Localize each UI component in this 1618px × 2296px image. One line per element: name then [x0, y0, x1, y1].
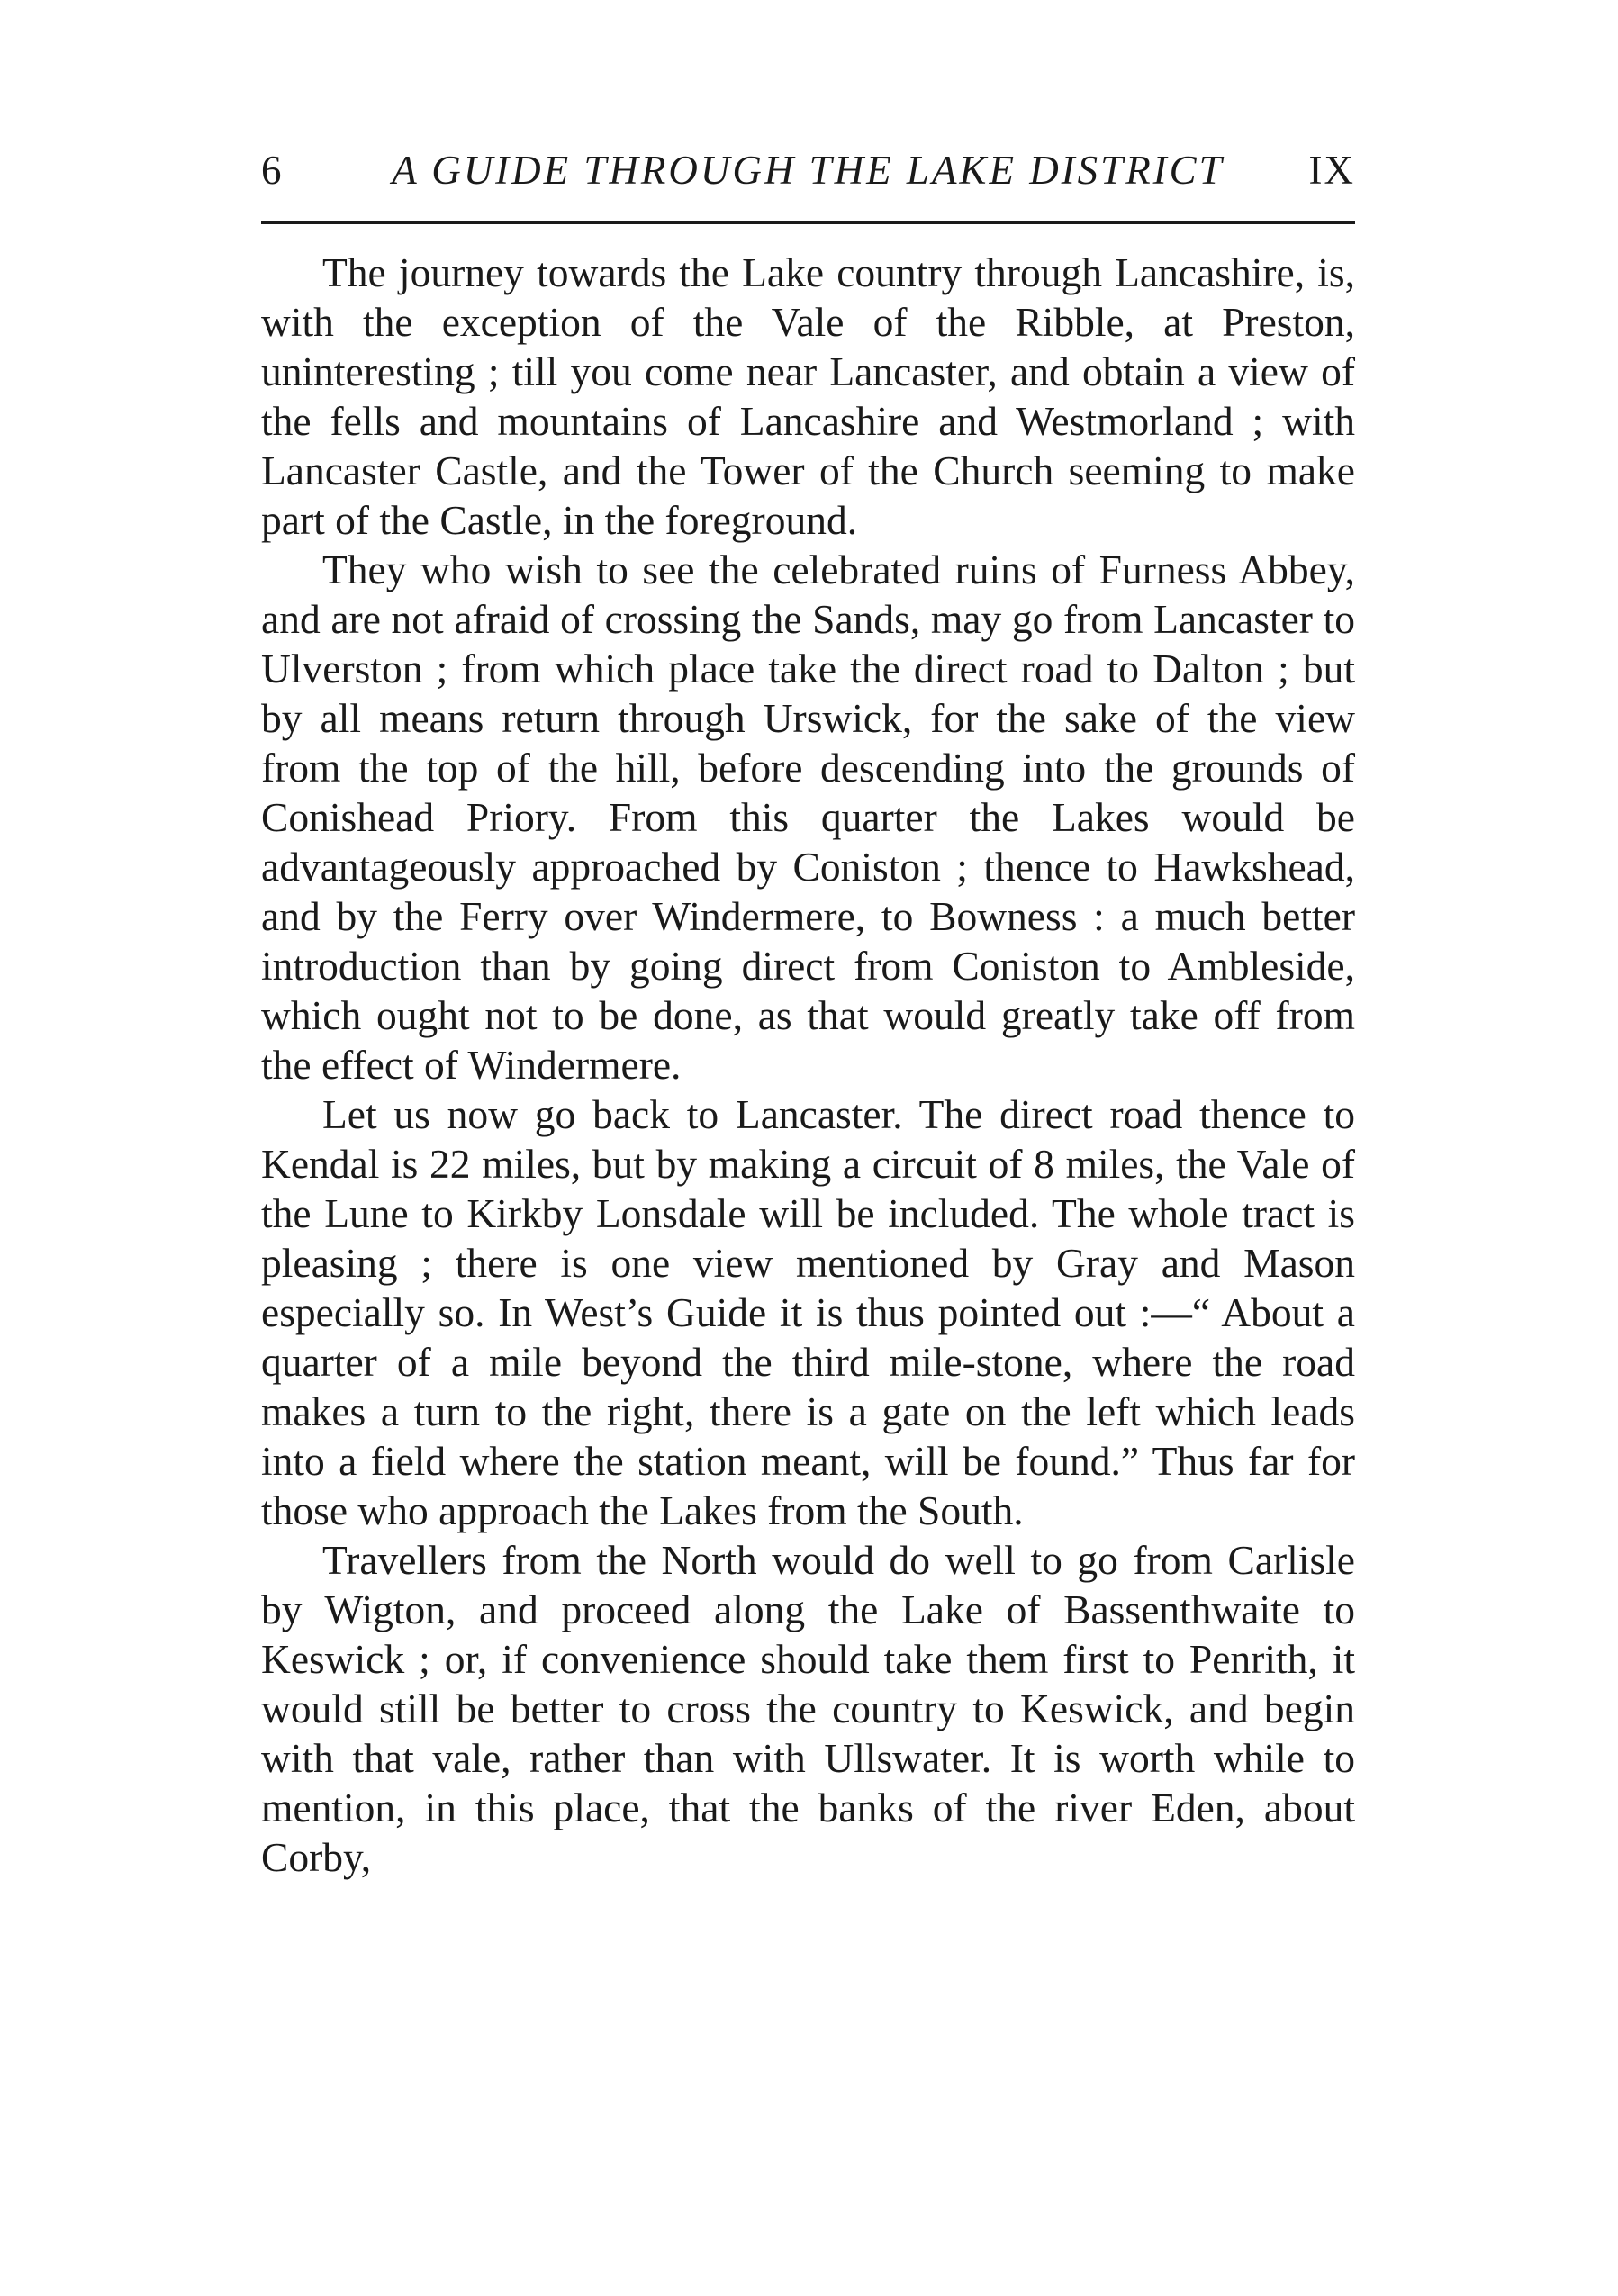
paragraph: Travellers from the North would do well to go from Carlisle by Wigton, and proceed along the Lake of Bassenthwaite to Keswick ; or, if convenience should take them first to Penrith, it would still be better to cross the country to Keswick, and begin with that vale, rather than with Ullswater. It is worth while to mention, in this place, that the banks of the river Eden, about Corby,: [261, 1537, 1355, 1880]
page-number: 6: [261, 148, 282, 193]
chapter-number: IX: [1308, 148, 1355, 193]
paragraph: Let us now go back to Lancaster. The direct road thence to Kendal is 22 miles, but by making a circuit of 8 miles, the Vale of the Lune to Kirkby Lonsdale will be included. The whole tract is pleasing ; there is one view mentioned by Gray and Mason especially so. In West’s Guide it is thus pointed out :—“ About a quarter of a mile beyond the third mile-stone, where the road makes a turn to the right, there is a gate on the left which leads into a field where the station meant, will be found.” Thus far for those who approach the Lakes from the South.: [261, 1091, 1355, 1533]
paragraph: The journey towards the Lake country through Lancashire, is, with the exception of the Vale of the Ribble, at Preston, uninteresting ; till you come near Lancaster, and obtain a view of the fells and mountains of Lancashire and Westmorland ; with Lancaster Castle, and the Tower of the Church seeming to make part of the Castle, in the foreground.: [261, 249, 1355, 543]
body-text: [261, 248, 1355, 1882]
header-rule: [261, 221, 1355, 224]
paragraph: They who wish to see the celebrated ruins of Furness Abbey, and are not afraid of crossing the Sands, may go from Lancaster to Ulverston ; from which place take the direct road to Dalton ; but by all means return through Urswick, for the sake of the view from the top of the hill, before descending into the grounds of Conishead Priory. From this quarter the Lakes would be advantageously approached by Coniston ; thence to Hawkshead, and by the Ferry over Windermere, to Bowness : a much better introduction than by going direct from Coniston to Ambleside, which ought not to be done, as that would greatly take off from the effect of Windermere.: [261, 547, 1355, 1088]
running-head: [261, 142, 1355, 198]
running-title: A GUIDE THROUGH THE LAKE DISTRICT: [392, 148, 1225, 193]
